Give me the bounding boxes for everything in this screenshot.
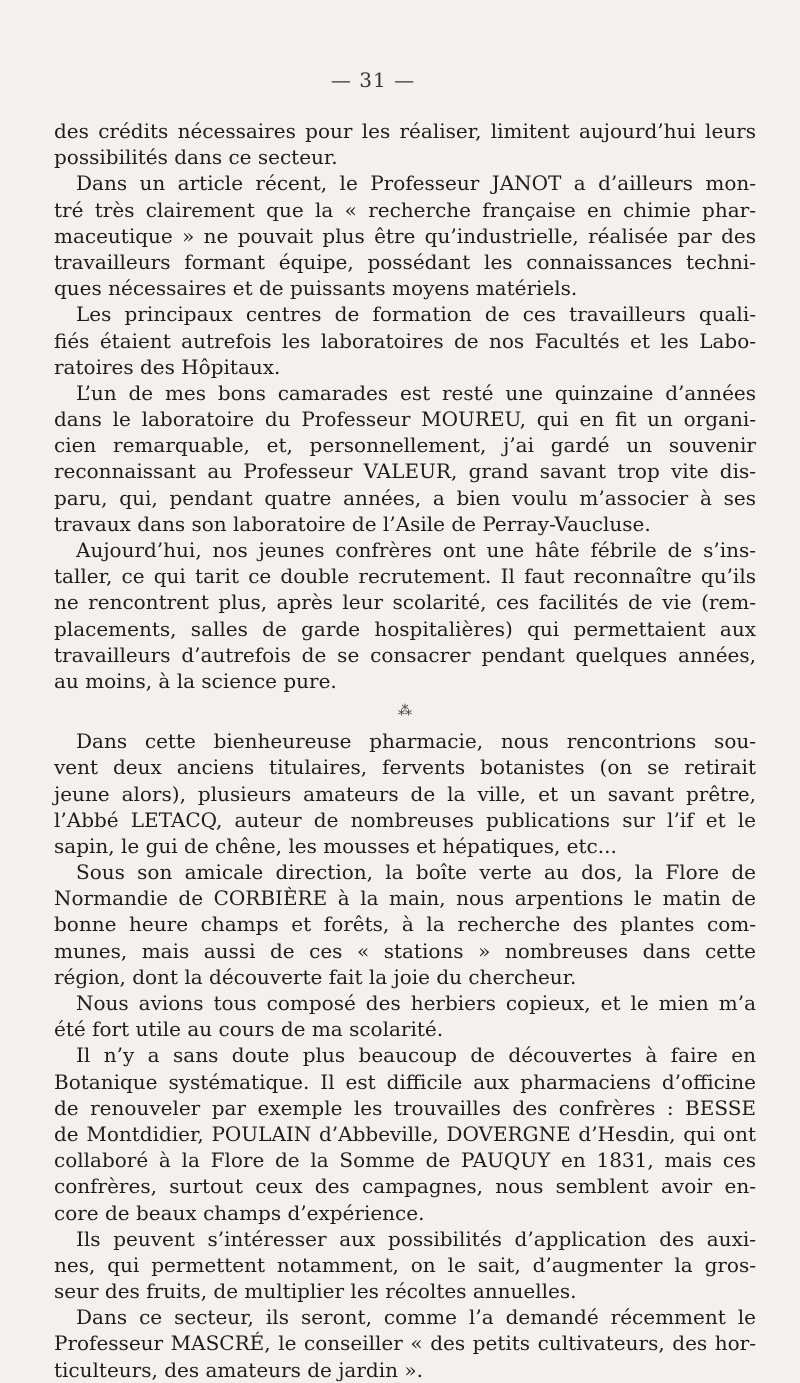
text-line: vent deux anciens titulaires, fervents botanistes (on se retirait (54, 755, 756, 780)
text-line: Professeur MASCRÉ, le conseiller « des petits cultivateurs, des hor- (54, 1331, 756, 1356)
text-line: jeune alors), plusieurs amateurs de la ville, et un savant prêtre, (54, 781, 756, 806)
text-line: L’un de mes bons camarades est resté une quinzaine d’années (76, 380, 756, 405)
text-line: Dans cette bienheureuse pharmacie, nous rencontrions sou- (76, 729, 756, 754)
section-break-ornament: ⁂ (398, 703, 412, 720)
text-line: reconnaissant au Professeur VALEUR, grand savant trop vite dis- (54, 459, 756, 484)
text-line: munes, mais aussi de ces « stations » nombreuses dans cette (54, 938, 756, 963)
text-line: travaux dans son laboratoire de l’Asile de Perray-Vaucluse. (54, 511, 651, 536)
text-line: confrères, surtout ceux des campagnes, nous semblent avoir en- (54, 1174, 756, 1199)
text-line: nes, qui permettent notamment, on le sait, d’augmenter la gros- (54, 1252, 756, 1277)
text-line: ratoires des Hôpitaux. (54, 354, 281, 379)
text-line: Sous son amicale direction, la boîte verte au dos, la Flore de (76, 860, 756, 885)
text-line: des crédits nécessaires pour les réaliser, limitent aujourd’hui leurs (54, 119, 756, 143)
text-line: ne rencontrent plus, après leur scolarité, ces facilités de vie (rem- (54, 590, 756, 615)
text-line: Ils peuvent s’intéresser aux possibilités d’application des auxi- (76, 1226, 756, 1251)
text-line: tré très clairement que la « recherche française en chimie phar- (54, 197, 756, 222)
body-text (54, 118, 756, 1383)
text-line: de Montdidier, POULAIN d’Abbeville, DOVERGNE d’Hesdin, qui ont (54, 1121, 756, 1146)
text-line: taller, ce qui tarit ce double recrutement. Il faut reconnaître qu’ils (54, 564, 756, 589)
text-line: ticulteurs, des amateurs de jardin ». (54, 1357, 423, 1382)
text-line: de renouveler par exemple les trouvailles des confrères : BESSE (54, 1095, 756, 1120)
text-line: travailleurs formant équipe, possédant les connaissances techni- (54, 249, 756, 274)
text-section-before-break (54, 118, 756, 694)
text-line: core de beaux champs d’expérience. (54, 1200, 425, 1225)
text-line: placements, salles de garde hospitalières) qui permettaient aux (54, 616, 756, 641)
text-line: travailleurs d’autrefois de se consacrer pendant quelques années, (54, 642, 756, 667)
text-line: l’Abbé LETACQ, auteur de nombreuses publications sur l’if et le (54, 807, 756, 832)
text-line: dans le laboratoire du Professeur MOUREU, qui en fit un organi- (54, 407, 756, 432)
text-section-after-break (54, 728, 756, 1383)
text-line: sapin, le gui de chêne, les mousses et hépatiques, etc... (54, 833, 617, 858)
text-line: Normandie de CORBIÈRE à la main, nous arpentions le matin de (54, 886, 756, 911)
text-line: Botanique systématique. Il est difficile aux pharmaciens d’officine (54, 1069, 756, 1094)
text-line: paru, qui, pendant quatre années, a bien voulu m’associer à ses (54, 485, 756, 510)
text-line: maceutique » ne pouvait plus être qu’industrielle, réalisée par des (54, 223, 756, 248)
text-line: collaboré à la Flore de la Somme de PAUQUY en 1831, mais ces (54, 1148, 756, 1173)
text-line: fiés étaient autrefois les laboratoires de nos Facultés et les Labo- (54, 328, 756, 353)
text-line: été fort utile au cours de ma scolarité. (54, 1017, 444, 1042)
text-line: région, dont la découverte fait la joie du chercheur. (54, 964, 577, 989)
text-line: Les principaux centres de formation de ces travailleurs quali- (76, 302, 756, 327)
text-line: Aujourd’hui, nos jeunes confrères ont une hâte fébrile de s’ins- (76, 538, 756, 562)
text-line: Il n’y a sans doute plus beaucoup de découvertes à faire en (76, 1043, 756, 1068)
text-line: bonne heure champs et forêts, à la recherche des plantes com- (54, 912, 756, 937)
text-line: possibilités dans ce secteur. (54, 145, 338, 170)
text-line: Nous avions tous composé des herbiers copieux, et le mien m’a (76, 991, 756, 1015)
text-line: seur des fruits, de multiplier les récoltes annuelles. (54, 1279, 577, 1304)
text-line: cien remarquable, et, personnellement, j’ai gardé un souvenir (54, 433, 756, 458)
text-line: Dans ce secteur, ils seront, comme l’a demandé récemment le (76, 1305, 756, 1330)
text-line: Dans un article récent, le Professeur JANOT a d’ailleurs mon- (76, 171, 756, 196)
text-line: ques nécessaires et de puissants moyens matériels. (54, 276, 578, 301)
text-line: au moins, à la science pure. (54, 668, 337, 693)
page-number: — 31 — (330, 68, 416, 92)
